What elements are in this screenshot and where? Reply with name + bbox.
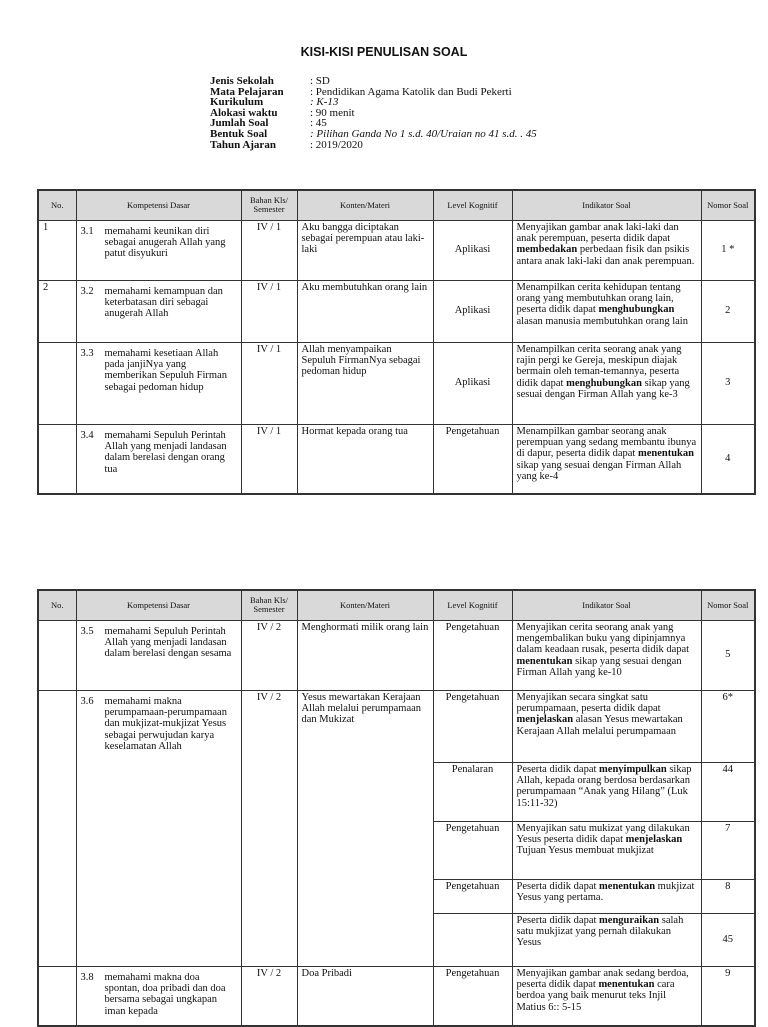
cell-konten: Aku membutuhkan orang lain (297, 280, 433, 342)
meta-row (210, 129, 537, 140)
indikator-text: sikap yang sesuai dengan Firman Allah yang ke-3 (516, 377, 690, 401)
indikator-text: Menyajikan secara singkat satu perumpamaan, peserta didik dapat (516, 691, 661, 714)
table-row (38, 690, 755, 762)
kd-text: memahami keunikan diri sebagai anugerah Allah yang patut disyukuri (104, 225, 226, 260)
cell-konten: Menghormati milik orang lain (297, 620, 433, 690)
cell-bahan: IV / 2 (241, 966, 297, 1026)
cell-nomor: 45 (701, 913, 755, 966)
meta-value: : Pendidikan Agama Katolik dan Budi Pekerti (310, 85, 512, 98)
indikator-keyword: menguraikan (599, 914, 660, 926)
cell-nomor: 2 (701, 280, 755, 342)
header-nomor: Nomor Soal (701, 190, 755, 220)
cell-bahan: IV / 2 (241, 690, 297, 966)
indikator-text: Menampilkan cerita kehidupan tentang orang yang membutuhkan orang lain, peserta didik dapat (516, 281, 681, 316)
cell-indikator (512, 690, 701, 762)
cell-indikator (512, 280, 701, 342)
table-row (38, 424, 755, 494)
kd-number: 3.2 (80, 285, 94, 297)
cell-indikator (512, 620, 701, 690)
cell-level: Penalaran (433, 762, 512, 821)
table-row (38, 966, 755, 1026)
header-kompetensi-dasar: Kompetensi Dasar (76, 190, 241, 220)
cell-nomor: 8 (701, 879, 755, 913)
indikator-text: salah satu mukjizat yang pernah dilakukan Yesus (516, 914, 684, 949)
cell-bahan: IV / 1 (241, 220, 297, 280)
kd-text: memahami kemampuan dan keterbatasan diri sebagai anugerah Allah (104, 285, 223, 320)
table-row (38, 280, 755, 342)
cell-no (38, 620, 76, 690)
cell-konten: Aku bangga diciptakan sebagai perempuan atau laki-laki (297, 220, 433, 280)
indikator-keyword: menentukan (516, 655, 573, 667)
cell-bahan: IV / 1 (241, 280, 297, 342)
indikator-text: Tujuan Yesus membuat mukjizat (516, 845, 654, 857)
cell-indikator (512, 220, 701, 280)
kd-text: memahami kesetiaan Allah pada janjiNya yang memberikan Sepuluh Firman sebagai pedoman hidup (104, 347, 227, 393)
meta-value: : Pilihan Ganda No 1 s.d. 40/Uraian no 41 s.d. . 45 (310, 127, 537, 140)
meta-label: Jenis Sekolah (210, 75, 274, 87)
indikator-text: Peserta didik dapat (516, 763, 600, 775)
cell-indikator (512, 762, 701, 821)
indikator-text: Peserta didik dapat (516, 880, 600, 892)
header-nomor: Nomor Soal (701, 590, 755, 620)
cell-nomor: 1 * (701, 220, 755, 280)
header-no: No. (38, 590, 76, 620)
cell-indikator (512, 913, 701, 966)
cell-level: Pengetahuan (433, 966, 512, 1026)
header-konten: Konten/Materi (297, 590, 433, 620)
indikator-keyword: menentukan (599, 880, 656, 892)
indikator-keyword: menentukan (637, 448, 694, 460)
meta-value: : 45 (310, 117, 327, 130)
cell-kompetensi-dasar (76, 220, 241, 280)
document-title: KISI-KISI PENULISAN SOAL (300, 45, 468, 59)
cell-kompetensi-dasar (76, 966, 241, 1026)
table-row (38, 342, 755, 424)
cell-nomor: 7 (701, 821, 755, 879)
cell-no (38, 966, 76, 1026)
indikator-text: Peserta didik dapat (516, 914, 600, 926)
kd-number: 3.8 (80, 971, 94, 983)
indikator-text: sikap yang sesuai dengan Firman Allah yang ke-10 (516, 655, 682, 679)
cell-level: Pengetahuan (433, 879, 512, 913)
cell-level: Pengetahuan (433, 424, 512, 494)
cell-indikator (512, 342, 701, 424)
indikator-text: alasan manusia membutuhkan orang lain (516, 315, 688, 327)
indikator-text: Menyajikan gambar anak sedang berdoa, peserta didik dapat (516, 967, 689, 990)
cell-no (38, 424, 76, 494)
cell-kompetensi-dasar (76, 280, 241, 342)
table-header-row (38, 190, 755, 220)
meta-label: Jumlah Soal (210, 117, 269, 130)
kd-text: memahami Sepuluh Perintah Allah yang menjadi landasan dalam berelasi dengan orang tua (104, 429, 227, 475)
cell-level: Pengetahuan (433, 620, 512, 690)
cell-nomor: 6* (701, 690, 755, 762)
meta-label: Tahun Ajaran (210, 138, 276, 151)
meta-value: : 90 menit (310, 106, 355, 119)
cell-bahan: IV / 1 (241, 342, 297, 424)
header-indikator: Indikator Soal (512, 190, 701, 220)
indikator-text: mukjizat Yesus yang pertama. (516, 880, 695, 903)
kd-number: 3.3 (80, 347, 94, 359)
cell-indikator (512, 821, 701, 879)
indikator-text: alasan Yesus mewartakan Kerajaan Allah melalui perumpamaan (516, 714, 683, 737)
meta-value: : 2019/2020 (310, 138, 363, 151)
indikator-text: Menampilkan cerita seorang anak yang rajin pergi ke Gereja, meskipun diajak bermain oleh teman-temannya, peserta didik dapat (516, 343, 682, 389)
header-konten: Konten/Materi (297, 190, 433, 220)
header-bahan: Bahan Kls/ Semester (241, 190, 297, 220)
indikator-text: perbedaan fisik dan psikis antara anak laki-laki dan anak perempuan. (516, 244, 695, 267)
cell-konten: Hormat kepada orang tua (297, 424, 433, 494)
header-level: Level Kognitif (433, 590, 512, 620)
meta-label: Kurikulum (210, 96, 264, 109)
indikator-keyword: menjelaskan (516, 714, 574, 726)
cell-indikator (512, 966, 701, 1026)
indikator-keyword: menentukan (598, 978, 655, 990)
indikator-keyword: menyimpulkan (599, 763, 667, 775)
indikator-keyword: menghubungkan (566, 377, 642, 389)
cell-bahan: IV / 1 (241, 424, 297, 494)
kd-number: 3.4 (80, 429, 94, 441)
cell-level: Aplikasi (433, 280, 512, 342)
header-kompetensi-dasar: Kompetensi Dasar (76, 590, 241, 620)
indikator-keyword: menghubungkan (598, 304, 675, 316)
table-row (38, 620, 755, 690)
indikator-text: sikap yang sesuai dengan Firman Allah yang ke-4 (516, 459, 682, 483)
meta-label: Mata Pelajaran (210, 85, 284, 98)
indikator-keyword: membedakan (516, 244, 578, 256)
cell-level: Aplikasi (433, 220, 512, 280)
cell-bahan: IV / 2 (241, 620, 297, 690)
kd-text: memahami makna doa spontan, doa pribadi dan doa bersama sebagai ungkapan iman kepada (104, 971, 226, 1017)
cell-no: 1 (38, 220, 76, 280)
indikator-text: Menampilkan gambar seorang anak perempuan yang sedang membantu ibunya di dapur, peserta didik dapat (516, 425, 697, 460)
kd-text: memahami Sepuluh Perintah Allah yang menjadi landasan dalam berelasi dengan sesama (104, 625, 232, 660)
cell-no: 2 (38, 280, 76, 342)
cell-nomor: 5 (701, 620, 755, 690)
indikator-text: sikap Allah, kepada orang berdosa berdasarkan perumpamaan “Anak yang Hilang” (Luk 15:11-32) (516, 763, 692, 809)
cell-konten: Doa Pribadi (297, 966, 433, 1026)
indikator-text: Menyajikan satu mukizat yang dilakukan Yesus peserta didik dapat (516, 822, 690, 845)
table-header-row (38, 590, 755, 620)
cell-nomor: 9 (701, 966, 755, 1026)
cell-level: Aplikasi (433, 342, 512, 424)
cell-nomor: 3 (701, 342, 755, 424)
meta-row (210, 76, 537, 87)
cell-indikator (512, 424, 701, 494)
cell-level (433, 913, 512, 966)
header-no: No. (38, 190, 76, 220)
cell-no (38, 342, 76, 424)
indikator-text: Menyajikan cerita seorang anak yang mengembalikan buku yang dipinjamnya dalam keadaan rusak, peserta didik dapat (516, 621, 690, 656)
cell-no (38, 690, 76, 966)
meta-label: Bentuk Soal (210, 127, 268, 140)
kd-number: 3.5 (80, 625, 94, 637)
header-level: Level Kognitif (433, 190, 512, 220)
document-meta (210, 76, 537, 150)
cell-kompetensi-dasar (76, 424, 241, 494)
meta-label: Alokasi waktu (210, 106, 278, 119)
meta-value: : SD (310, 75, 330, 87)
indikator-keyword: menjelaskan (625, 833, 683, 845)
table-row (38, 220, 755, 280)
cell-level: Pengetahuan (433, 821, 512, 879)
indikator-text: Menyajikan gambar anak laki-laki dan anak perempuan, peserta didik dapat (516, 221, 679, 244)
cell-kompetensi-dasar (76, 620, 241, 690)
cell-nomor: 4 (701, 424, 755, 494)
cell-nomor: 44 (701, 762, 755, 821)
kd-number: 3.6 (80, 695, 94, 707)
cell-konten: Yesus mewartakan Kerajaan Allah melalui perumpamaan dan Mukizat (297, 690, 433, 966)
header-indikator: Indikator Soal (512, 590, 701, 620)
header-bahan: Bahan Kls/ Semester (241, 590, 297, 620)
indikator-text: cara berdoa yang baik menurut teks Injil Matius 6:: 5-15 (516, 978, 675, 1013)
cell-level: Pengetahuan (433, 690, 512, 762)
cell-indikator (512, 879, 701, 913)
kisi-table-1 (37, 189, 756, 495)
meta-value: : K-13 (310, 96, 339, 109)
kd-text: memahami makna perumpamaan-perumpamaan dan mukjizat-mukjizat Yesus sebagai perwujudan karya keselamatan Allah (104, 695, 227, 753)
cell-konten: Allah menyampaikan Sepuluh FirmanNya sebagai pedoman hidup (297, 342, 433, 424)
cell-kompetensi-dasar (76, 690, 241, 966)
cell-kompetensi-dasar (76, 342, 241, 424)
meta-row (210, 140, 537, 151)
kisi-table-2 (37, 589, 756, 1027)
kd-number: 3.1 (80, 225, 94, 237)
